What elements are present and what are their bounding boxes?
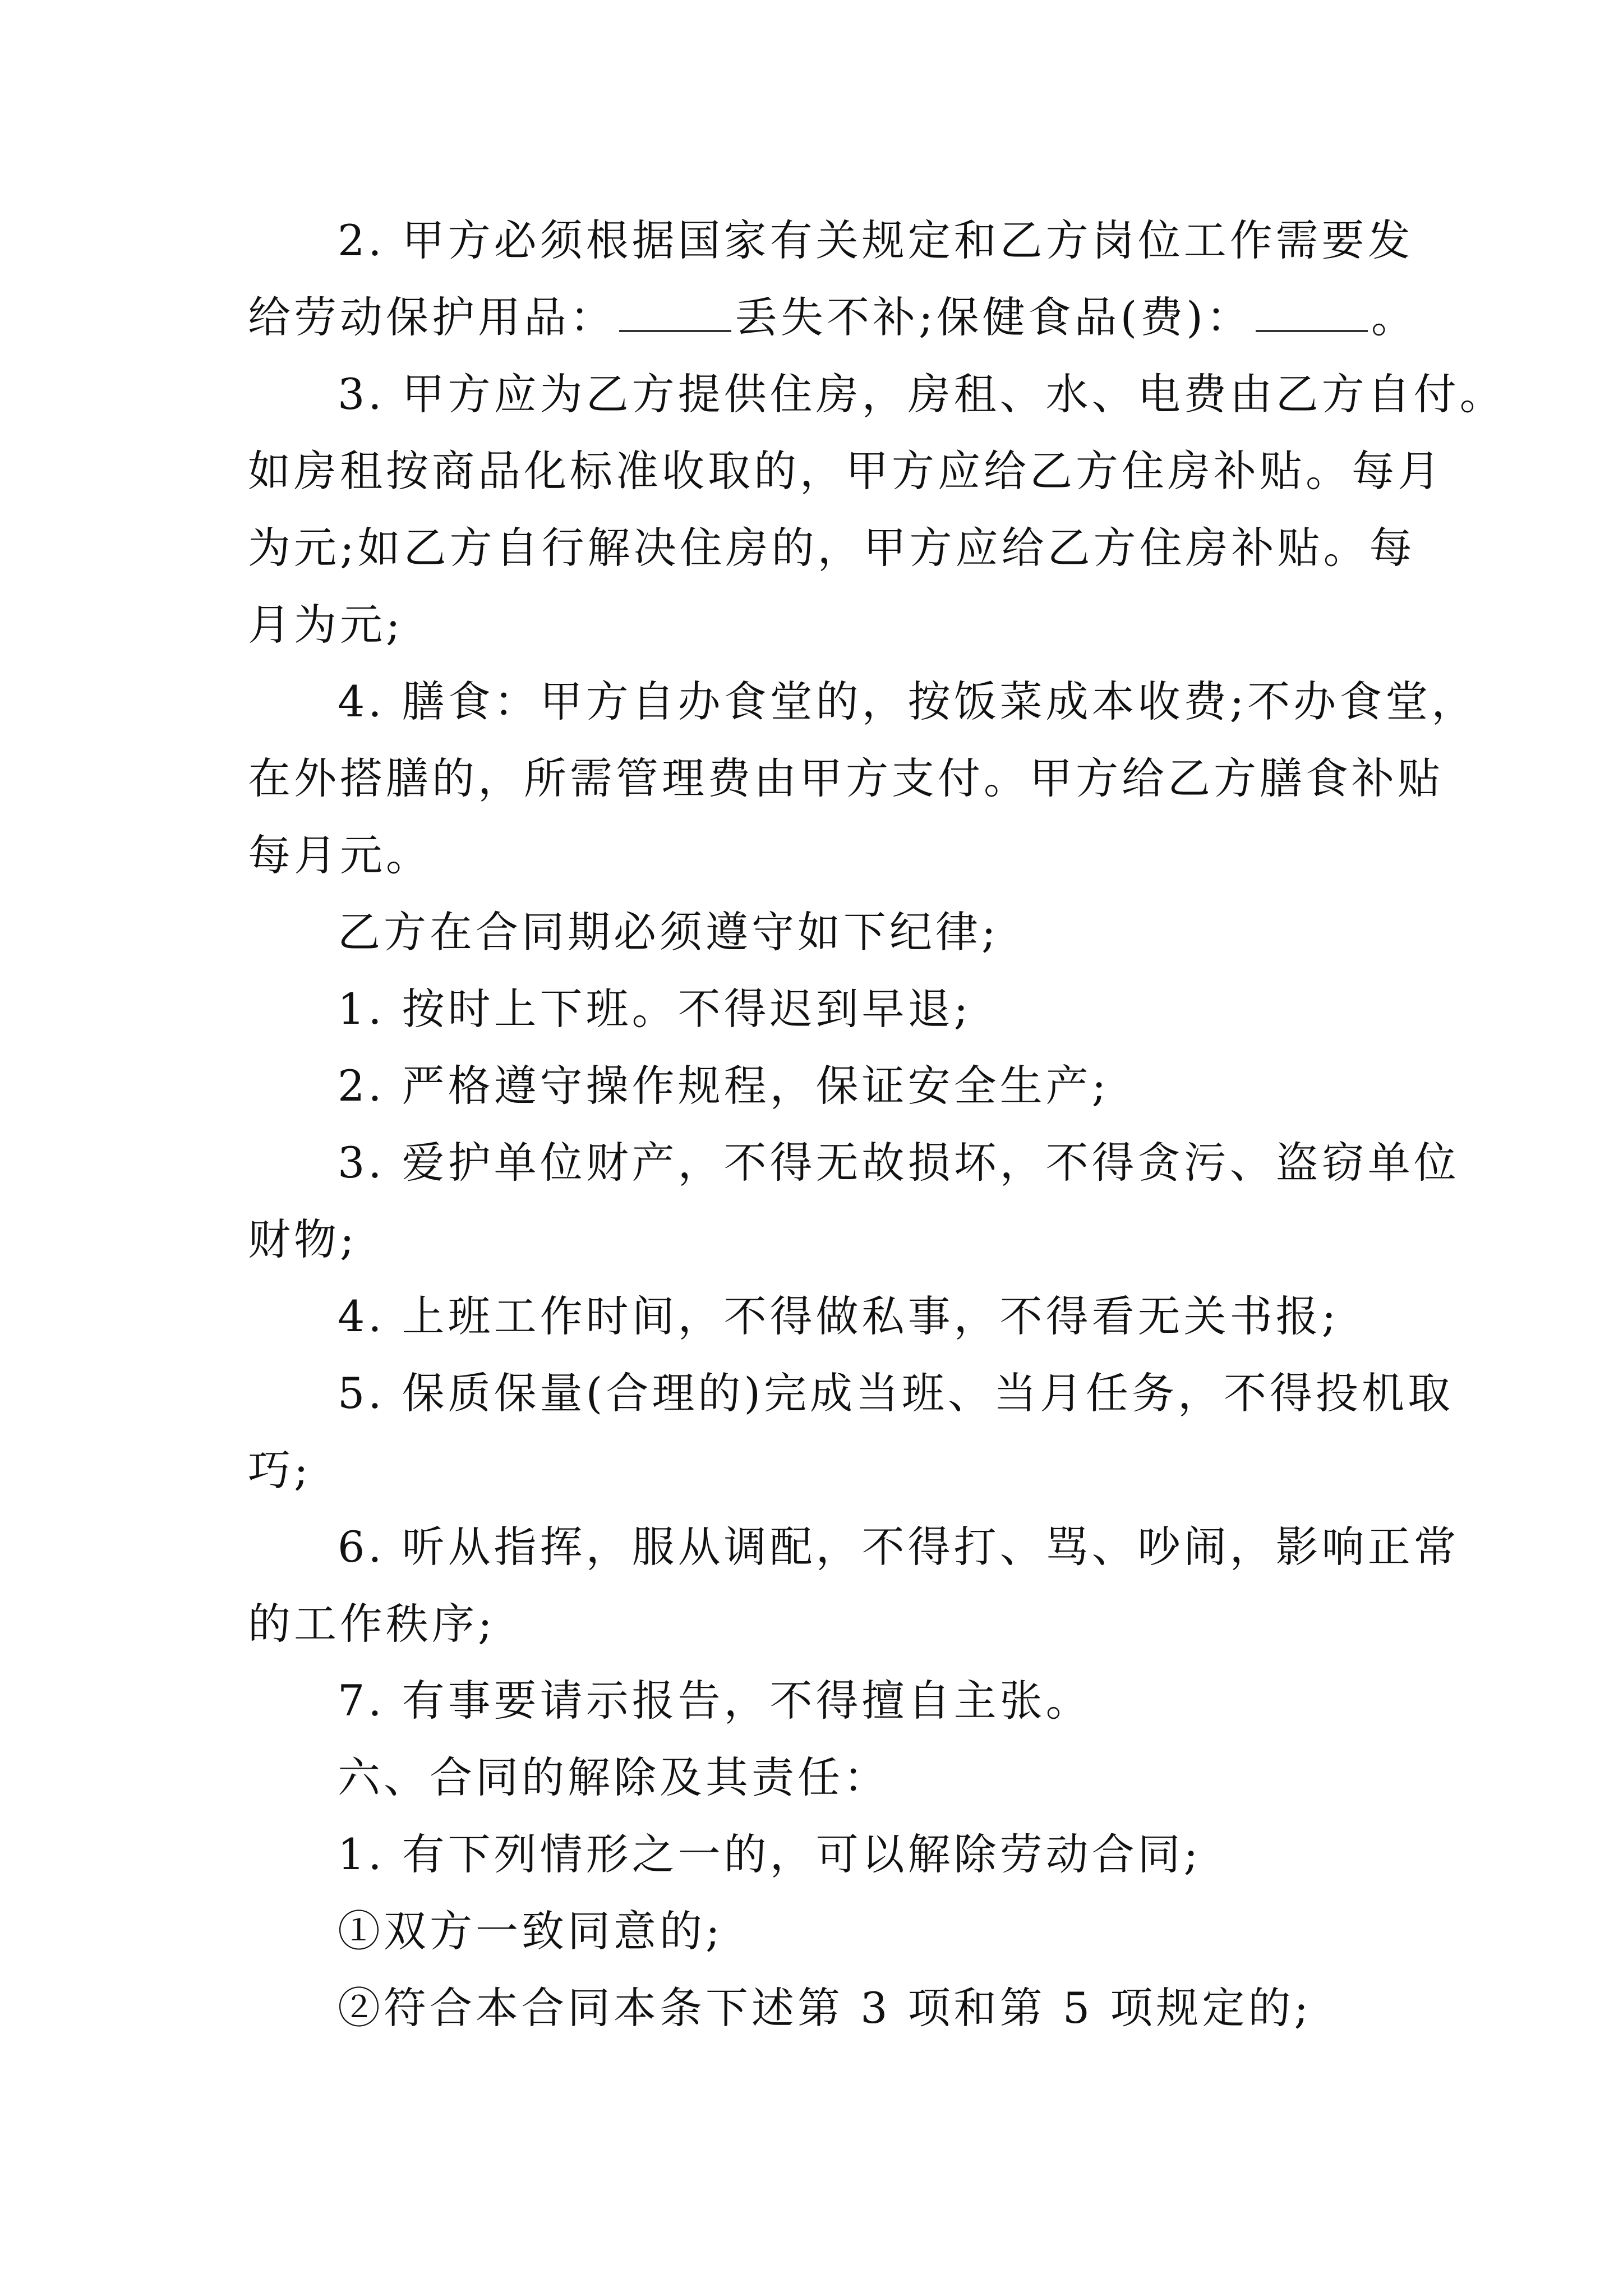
paragraph-line: 1. 有下列情形之一的，可以解除劳动合同; (338, 1829, 1202, 1879)
paragraph-line: 3. 爱护单位财产，不得无故损坏，不得贪污、盗窃单位 (338, 1138, 1460, 1188)
text-segment: 给劳动保护用品： (248, 292, 616, 342)
paragraph-line: 月为元; (248, 600, 404, 650)
paragraph-line: 5. 保质保量(合理的)完成当班、当月任务，不得投机取 (338, 1368, 1454, 1418)
paragraph-line: 财物; (248, 1214, 358, 1264)
paragraph-line: 4. 膳食：甲方自办食堂的，按饭菜成本收费;不办食堂， (338, 677, 1478, 726)
paragraph-line: 1. 按时上下班。不得迟到早退; (338, 984, 972, 1034)
paragraph-line: 3. 甲方应为乙方提供住房，房租、水、电费由乙方自付。 (338, 369, 1506, 419)
document-body (248, 202, 1506, 2046)
text-segment: 。 (1371, 292, 1417, 342)
paragraph-line: 4. 上班工作时间，不得做私事，不得看无关书报; (338, 1291, 1340, 1341)
fill-in-blank (619, 296, 731, 332)
paragraph-line-with-blanks (248, 279, 1417, 356)
paragraph-line: 每月元。 (248, 830, 432, 880)
paragraph-line: 6. 听从指挥，服从调配，不得打、骂、吵闹，影响正常 (338, 1522, 1460, 1572)
paragraph-line: 乙方在合同期必须遵守如下纪律; (338, 907, 999, 957)
list-item: ②符合本合同本条下述第 3 项和第 5 项规定的; (338, 1983, 1312, 2033)
paragraph-line: 如房租按商品化标准收取的，甲方应给乙方住房补贴。每月 (248, 446, 1444, 496)
paragraph-line: 巧; (248, 1445, 312, 1495)
paragraph-line: 2. 甲方必须根据国家有关规定和乙方岗位工作需要发 (338, 215, 1414, 265)
section-heading: 六、合同的解除及其责任： (338, 1752, 889, 1802)
list-item: ①双方一致同意的; (338, 1906, 723, 1956)
text-segment: 丢失不补;保健食品(费)： (735, 292, 1252, 342)
paragraph-line: 为元;如乙方自行解决住房的，甲方应给乙方住房补贴。每 (248, 523, 1415, 573)
paragraph-line: 2. 严格遵守操作规程，保证安全生产; (338, 1061, 1110, 1111)
paragraph-line: 的工作秩序; (248, 1599, 496, 1649)
paragraph-line: 在外搭膳的，所需管理费由甲方支付。甲方给乙方膳食补贴 (248, 753, 1444, 803)
fill-in-blank (1256, 296, 1368, 332)
paragraph-line: 7. 有事要请示报告，不得擅自主张。 (338, 1676, 1092, 1726)
